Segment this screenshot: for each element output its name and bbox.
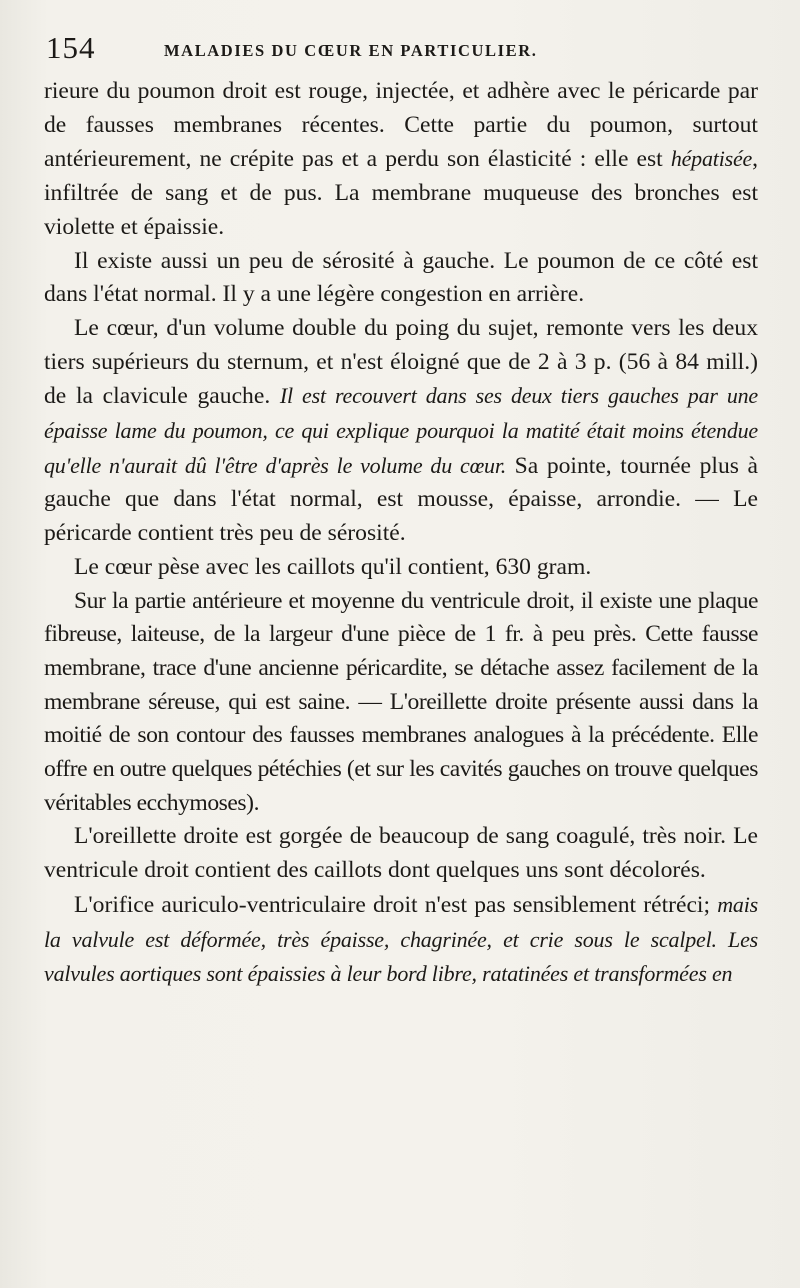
paragraph-lung-left <box>44 245 758 312</box>
body-text <box>44 75 758 992</box>
text-segment: L'orifice auriculo-ventriculaire droit n'est pas sensiblement rétréci; <box>74 891 718 918</box>
paragraph-fibrous-plaque <box>44 585 758 821</box>
paragraph-heart-position <box>44 312 758 551</box>
paragraph-orifice <box>44 888 758 992</box>
italic-segment: mais la valvule est déformée, très épaisse, chagrinée, et crie sous le scalpel. Les valvules aortiques sont épaissies à leur bord libre, ratatinées et transformées en <box>44 891 758 987</box>
text-segment: L'oreillette droite est gorgée de beaucoup de sang coagulé, très noir. Le ventricule droit contient des caillots dont quelques uns sont décolorés. <box>44 823 758 884</box>
text-segment: Le cœur pèse avec les caillots qu'il contient, 630 gram. <box>74 553 592 580</box>
italic-segment: Il est recouvert dans ses deux tiers gauches par une épaisse lame du poumon, ce qui explique pourquoi la matité était moins étendue qu'elle n'aurait dû l'être d'après le volume du cœur. <box>44 383 758 478</box>
page-header <box>46 30 786 70</box>
paragraph-heart-weight <box>44 551 758 585</box>
italic-segment: hépatisée <box>670 146 753 172</box>
text-segment: Le cœur, d'un volume double du poing du sujet, remonte vers les deux tiers supérieurs du sternum, et n'est éloigné que de 2 à 3 p. (56 à 84 mill.) de la clavicule gauche. <box>44 314 758 410</box>
text-segment: Sur la partie antérieure et moyenne du ventricule droit, il existe une plaque fibreuse, laiteuse, de la largeur d'une pièce de 1 fr. à peu près. Cette fausse membrane, trace d'une ancienne péricardite, se détache assez facilement de la membrane séreuse, qui est saine. — L'oreillette droite présente aussi dans la moitié de son contour des fausses membranes analogues à la précédente. Elle offre en outre quelques pétéchies (et sur les cavités gauches on trouve quelques véritables ecchymoses). <box>44 587 758 816</box>
paragraph-lung-right <box>44 75 758 245</box>
text-segment: Il existe aussi un peu de sérosité à gauche. Le poumon de ce côté est dans l'état normal. Il y a une légère congestion en arrière. <box>44 247 758 308</box>
running-head: MALADIES DU CŒUR EN PARTICULIER. <box>164 41 538 60</box>
paragraph-right-atrium <box>44 820 758 887</box>
text-segment: rieure du poumon droit est rouge, injectée, et adhère avec le péricarde par de fausses membranes récentes. Cette partie du poumon, surtout antérieurement, ne crépite pas et a perdu son élasticité : elle est <box>44 78 758 173</box>
page-number: 154 <box>46 30 96 65</box>
text-segment: , infiltrée de sang et de pus. La membrane muqueuse des bronches est violette et épaissie. <box>44 146 758 240</box>
text-segment: Sa pointe, tournée plus à gauche que dans l'état normal, est mousse, épaisse, arrondie. — Le péricarde contient très peu de sérosité. <box>44 452 758 547</box>
